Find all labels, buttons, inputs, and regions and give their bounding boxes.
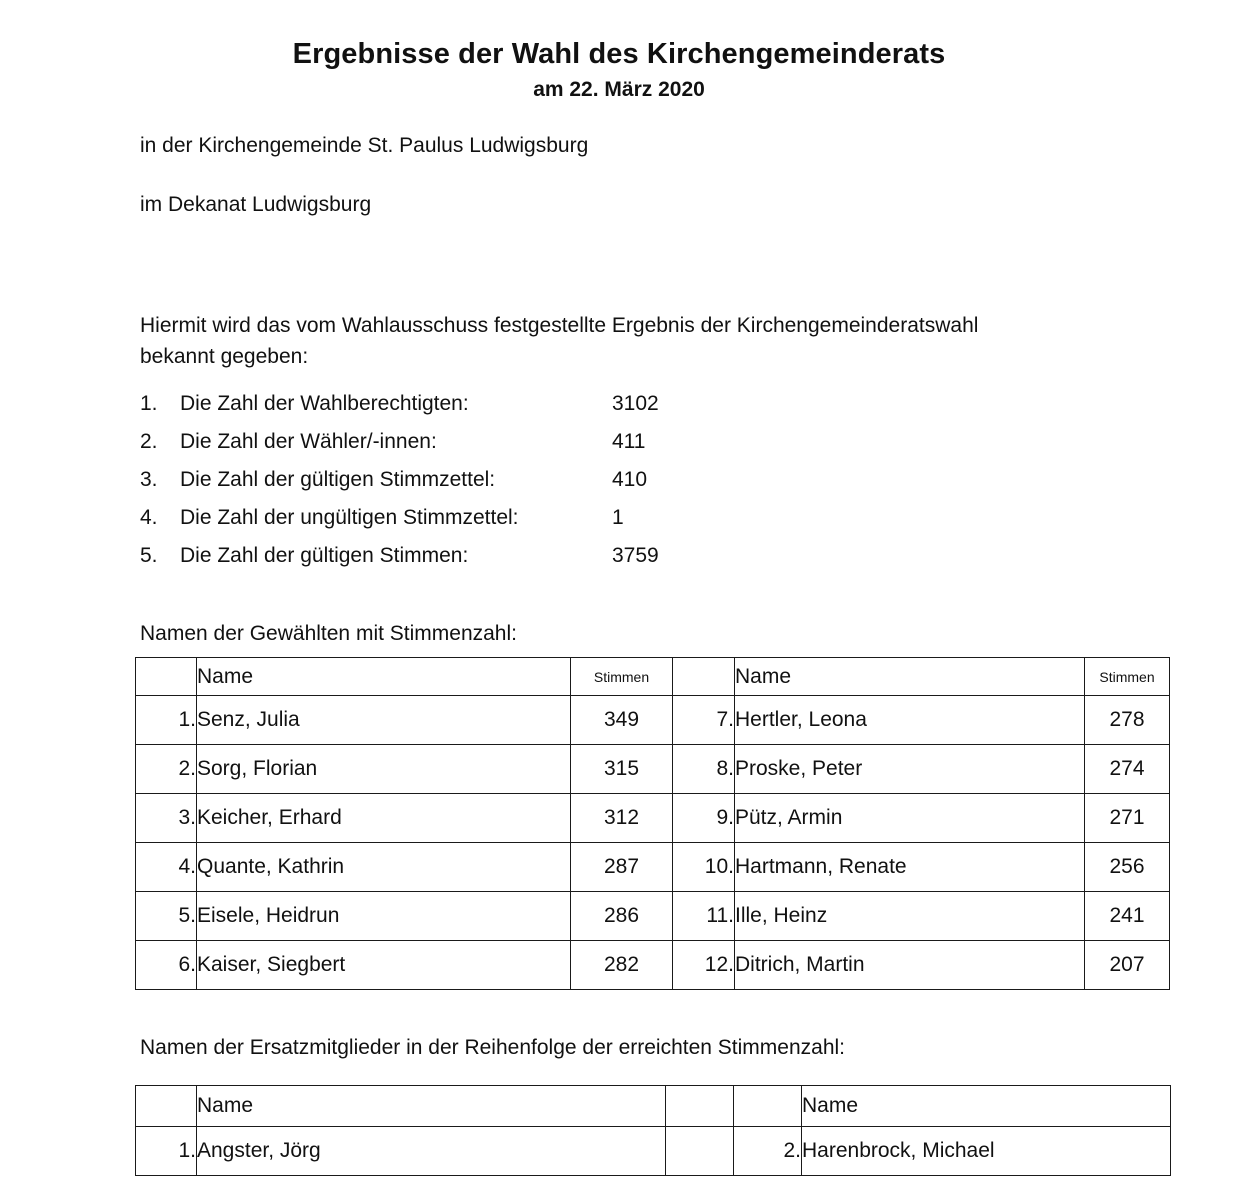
elected-section-caption: Namen der Gewählten mit Stimmenzahl: (140, 622, 517, 645)
row-index-right: 11. (673, 892, 735, 941)
fact-row (140, 430, 760, 468)
row-name-left: Quante, Kathrin (197, 843, 571, 892)
row-votes-left: 315 (571, 745, 673, 794)
fact-label: Die Zahl der ungültigen Stimmzettel: (180, 506, 519, 529)
fact-number: 1. (140, 392, 158, 415)
header-index-left (136, 1086, 197, 1127)
row-index-right: 9. (673, 794, 735, 843)
row-name-right: Hartmann, Renate (735, 843, 1085, 892)
row-name-left: Kaiser, Siegbert (197, 941, 571, 990)
row-votes-right: 278 (1085, 696, 1170, 745)
election-facts-list (140, 392, 760, 582)
header-index-right (673, 658, 735, 696)
row-index-right: 7. (673, 696, 735, 745)
row-name-left: Senz, Julia (197, 696, 571, 745)
header-name-left: Name (197, 658, 571, 696)
row-index-left: 2. (136, 745, 197, 794)
fact-number: 3. (140, 468, 158, 491)
row-name-right: Proske, Peter (735, 745, 1085, 794)
page-subtitle: am 22. März 2020 (533, 78, 705, 101)
deanery-line: im Dekanat Ludwigsburg (140, 193, 372, 216)
row-name-left: Angster, Jörg (197, 1127, 666, 1176)
fact-row (140, 468, 760, 506)
header-index-right (734, 1086, 802, 1127)
row-name-right: Harenbrock, Michael (802, 1127, 1171, 1176)
row-spacer (666, 1127, 734, 1176)
row-votes-right: 241 (1085, 892, 1170, 941)
fact-row (140, 544, 760, 582)
row-name-right: Ille, Heinz (735, 892, 1085, 941)
row-votes-right: 274 (1085, 745, 1170, 794)
fact-value: 1 (612, 506, 624, 529)
row-index-left: 1. (136, 696, 197, 745)
row-name-right: Pütz, Armin (735, 794, 1085, 843)
row-index-left: 3. (136, 794, 197, 843)
row-index-right: 12. (673, 941, 735, 990)
row-votes-right: 256 (1085, 843, 1170, 892)
table-row (136, 892, 1170, 941)
row-votes-right: 271 (1085, 794, 1170, 843)
row-index-left: 4. (136, 843, 197, 892)
declaration-line-2: bekannt gegeben: (140, 345, 309, 368)
row-name-right: Hertler, Leona (735, 696, 1085, 745)
row-index-right: 8. (673, 745, 735, 794)
header-name-left: Name (197, 1086, 666, 1127)
fact-number: 4. (140, 506, 158, 529)
table-header-row (136, 658, 1170, 696)
row-votes-left: 282 (571, 941, 673, 990)
row-name-left: Eisele, Heidrun (197, 892, 571, 941)
header-name-right: Name (802, 1086, 1171, 1127)
row-votes-left: 349 (571, 696, 673, 745)
header-index-left (136, 658, 197, 696)
fact-label: Die Zahl der gültigen Stimmen: (180, 544, 469, 567)
fact-row (140, 392, 760, 430)
header-votes-left: Stimmen (571, 658, 673, 696)
elected-members-table (135, 657, 1170, 990)
table-row (136, 1127, 1171, 1176)
row-index-right: 10. (673, 843, 735, 892)
row-votes-left: 312 (571, 794, 673, 843)
table-header-row (136, 1086, 1171, 1127)
declaration-line-1: Hiermit wird das vom Wahlausschuss festgestellte Ergebnis der Kirchengemeinderatswahl (140, 314, 979, 337)
row-index-right: 2. (734, 1127, 802, 1176)
fact-value: 410 (612, 468, 648, 491)
table-row (136, 794, 1170, 843)
table-row (136, 941, 1170, 990)
fact-number: 2. (140, 430, 158, 453)
fact-value: 3759 (612, 544, 659, 567)
table-row (136, 745, 1170, 794)
header-votes-right: Stimmen (1085, 658, 1170, 696)
fact-number: 5. (140, 544, 158, 567)
row-name-left: Sorg, Florian (197, 745, 571, 794)
row-index-left: 6. (136, 941, 197, 990)
row-votes-left: 287 (571, 843, 673, 892)
row-name-right: Ditrich, Martin (735, 941, 1085, 990)
row-name-left: Keicher, Erhard (197, 794, 571, 843)
fact-label: Die Zahl der gültigen Stimmzettel: (180, 468, 496, 491)
fact-value: 3102 (612, 392, 659, 415)
row-votes-right: 207 (1085, 941, 1170, 990)
row-index-left: 1. (136, 1127, 197, 1176)
header-name-right: Name (735, 658, 1085, 696)
table-row (136, 696, 1170, 745)
declaration-paragraph (140, 310, 1092, 372)
parish-line: in der Kirchengemeinde St. Paulus Ludwigsburg (140, 134, 589, 157)
row-votes-left: 286 (571, 892, 673, 941)
substitute-members-table (135, 1085, 1171, 1176)
fact-value: 411 (612, 430, 646, 453)
fact-row (140, 506, 760, 544)
table-row (136, 843, 1170, 892)
fact-label: Die Zahl der Wahlberechtigten: (180, 392, 469, 415)
substitutes-section-caption: Namen der Ersatzmitglieder in der Reihenfolge der erreichten Stimmenzahl: (140, 1036, 845, 1059)
row-index-left: 5. (136, 892, 197, 941)
page-title: Ergebnisse der Wahl des Kirchengemeinderats (292, 38, 946, 70)
fact-label: Die Zahl der Wähler/-innen: (180, 430, 437, 453)
header-spacer (666, 1086, 734, 1127)
